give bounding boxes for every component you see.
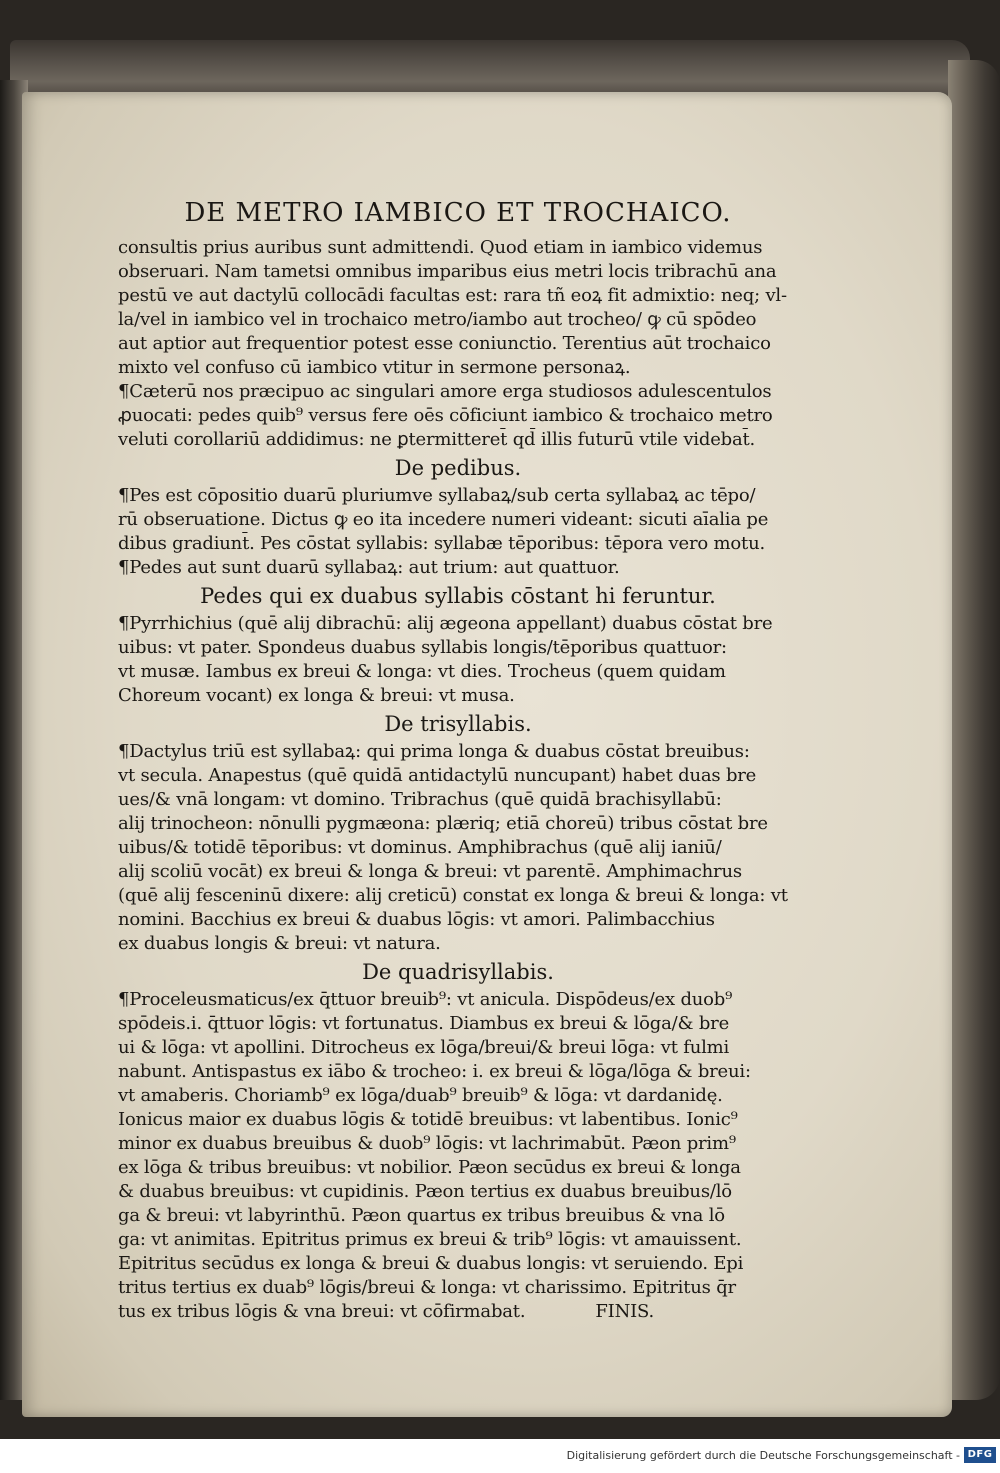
section-title: De quadrisyllabis.: [362, 960, 554, 984]
text-line: ¶Pedes aut sunt duarū syllabaꝝ: aut trium: aut quattuor.: [118, 557, 620, 578]
section-title: De pedibus.: [394, 456, 522, 480]
funding-credit: Digitalisierung gefördert durch die Deutsche Forschungsgemeinschaft -: [566, 1449, 960, 1462]
book-fore-edge: [948, 60, 1000, 1400]
text-line: obseruari. Nam tametsi omnibus imparibus eius metri locis tribrachū ana: [118, 261, 777, 282]
text-line-content: tus ex tribus lōgis & vna breui: vt cōfirmabat.: [118, 1301, 526, 1322]
text-line: spōdeis.i. q̄ttuor lōgis: vt fortunatus. Diambus ex breui & lōga/& bre: [118, 1013, 730, 1034]
text-line: dibus gradiunt̄. Pes cōstat syllabis: syllabæ tēporibus: tēpora vero motu.: [118, 533, 765, 554]
text-line: ues/& vnā longam: vt domino. Tribrachus (quē quidā brachisyllabū:: [118, 789, 722, 810]
text-line: ga: vt animitas. Epitritus primus ex breui & trib⁹ lōgis: vt amauissent.: [118, 1229, 742, 1250]
text-line: uibus: vt pater. Spondeus duabus syllabis longis/tēporibus quattuor:: [118, 637, 727, 658]
text-line: vt secula. Anapestus (quē quidā antidactylū nuncupant) habet duas bre: [118, 765, 757, 786]
page-heading: DE METRO IAMBICO ET TROCHAICO.: [184, 198, 732, 228]
text-line: ¶Cæterū nos præcipuo ac singulari amore erga studiosos adulescentulos: [118, 381, 772, 402]
section-de-pedibus: [118, 454, 798, 580]
text-line: rū obseruatione. Dictus ꝙ eo ita incedere numeri videant: sicuti aīalia pe: [118, 509, 769, 530]
text-line: nomini. Bacchius ex breui & duabus lōgis: vt amori. Palimbacchius: [118, 909, 715, 930]
digitization-footer: [0, 1439, 1000, 1473]
text-line: Ionicus maior ex duabus lōgis & totidē breuibus: vt labentibus. Ionic⁹: [118, 1109, 738, 1130]
text-line: nabunt. Antispastus ex iābo & trocheo: i. ex breui & lōga/lōga & breui:: [118, 1061, 751, 1082]
text-line: (quē alij fesceninū dixere: alij creticū) constat ex longa & breui & longa: vt: [118, 885, 788, 906]
intro-paragraph: [118, 236, 798, 452]
text-line: alij scoliū vocāt) ex breui & longa & breui: vt parentē. Amphimachrus: [118, 861, 742, 882]
section-disyllabic-feet: [118, 582, 798, 708]
text-line: ¶Pes est cōpositio duarū pluriumve syllabaꝝ/sub certa syllabaꝝ ac tēpo/: [118, 485, 756, 506]
text-line: vt amaberis. Choriamb⁹ ex lōga/duab⁹ breuib⁹ & lōga: vt dardanidę.: [118, 1085, 723, 1106]
text-line: & duabus breuibus: vt cupidinis. Pæon tertius ex duabus breuibus/lō: [118, 1181, 732, 1202]
dfg-logo-icon: DFG: [964, 1447, 996, 1463]
section-de-quadrisyllabis: [118, 958, 798, 1324]
text-line: ex duabus longis & breui: vt natura.: [118, 933, 441, 954]
text-line: ¶Pyrrhichius (quē alij dibrachū: alij ægeona appellant) duabus cōstat bre: [118, 613, 773, 634]
finis-mark: FINIS.: [595, 1301, 655, 1322]
text-line: Choreum vocant) ex longa & breui: vt musa.: [118, 685, 515, 706]
text-line: tritus tertius ex duab⁹ lōgis/breui & longa: vt charissimo. Epitritus q̄r: [118, 1277, 736, 1298]
text-line: ui & lōga: vt apollini. Ditrocheus ex lōga/breui/& breui lōga: vt fulmi: [118, 1037, 730, 1058]
text-line: la/vel in iambico vel in trochaico metro/iambo aut trocheo/ ꝙ cū spōdeo: [118, 309, 757, 330]
text-line: mixto vel confuso cū iambico vtitur in sermone personaꝝ.: [118, 357, 631, 378]
text-line: alij trinocheon: nōnulli pygmæona: plæriq; etiā choreū) tribus cōstat bre: [118, 813, 768, 834]
text-line: ¶Proceleusmaticus/ex q̄ttuor breuib⁹: vt anicula. Dispōdeus/ex duob⁹: [118, 989, 733, 1010]
text-line: vt musæ. Iambus ex breui & longa: vt dies. Trocheus (quem quidam: [118, 661, 726, 682]
page-text: [118, 196, 798, 1324]
text-line: ga & breui: vt labyrinthū. Pæon quartus ex tribus breuibus & vna lō: [118, 1205, 725, 1226]
text-line: [118, 1300, 798, 1324]
text-line: minor ex duabus breuibus & duob⁹ lōgis: vt lachrimabūt. Pæon prim⁹: [118, 1133, 736, 1154]
section-title: Pedes qui ex duabus syllabis cōstant hi feruntur.: [200, 584, 716, 608]
text-line: pestū ve aut dactylū collocādi facultas est: rara tñ eoꝝ fit admixtio: neq; vl-: [118, 285, 787, 306]
text-line: veluti corollariū addidimus: ne ꝑtermitteret̄ qd̄ illis futurū vtile videbat̄.: [118, 429, 756, 450]
text-line: ex lōga & tribus breuibus: vt nobilior. Pæon secūdus ex breui & longa: [118, 1157, 741, 1178]
text-line: uibus/& totidē tēporibus: vt dominus. Amphibrachus (quē alij ianiū/: [118, 837, 722, 858]
text-line: ꝓuocati: pedes quib⁹ versus fere oēs cōficiunt iambico & trochaico metro: [118, 405, 773, 426]
text-line: aut aptior aut frequentior potest esse coniunctio. Terentius aūt trochaico: [118, 333, 771, 354]
text-line: consultis prius auribus sunt admittendi. Quod etiam in iambico videmus: [118, 237, 763, 258]
text-line: Epitritus secūdus ex longa & breui & duabus longis: vt seruiendo. Epi: [118, 1253, 744, 1274]
section-title: De trisyllabis.: [384, 712, 532, 736]
section-de-trisyllabis: [118, 710, 798, 956]
text-line: ¶Dactylus triū est syllabaꝝ: qui prima longa & duabus cōstat breuibus:: [118, 741, 750, 762]
